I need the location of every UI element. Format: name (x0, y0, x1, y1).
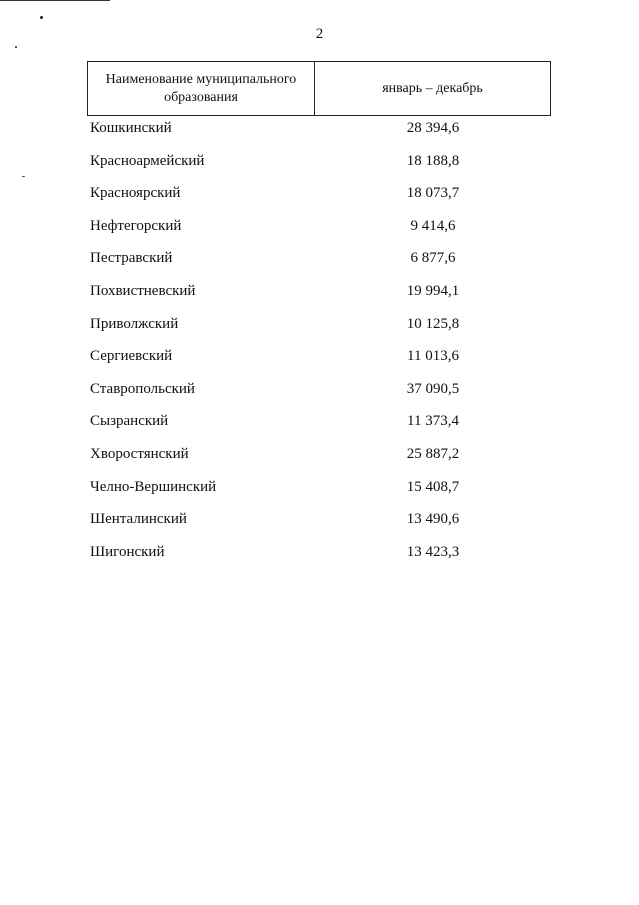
municipality-name: Сызранский (90, 413, 169, 430)
period-value: 11 373,4 (407, 413, 459, 430)
period-value: 19 994,1 (406, 282, 460, 299)
table-row (0, 511, 639, 544)
scan-speck (15, 46, 17, 48)
column-header-name: Наименование муниципального образования (88, 62, 315, 115)
period-value: 28 394,6 (406, 120, 460, 136)
page-number: 2 (315, 26, 324, 42)
table-row (0, 153, 639, 186)
period-value: 37 090,5 (406, 380, 460, 397)
table-row (0, 479, 639, 512)
municipality-name: Красноярский (90, 185, 181, 202)
period-value: 13 490,6 (406, 511, 460, 528)
period-value: 9 414,6 (410, 217, 456, 234)
period-value: 6 877,6 (410, 250, 456, 267)
table-row (0, 446, 639, 479)
table-body (0, 120, 639, 576)
municipality-name: Кошкинский (90, 120, 172, 136)
municipality-name: Ставропольский (90, 380, 195, 397)
table-row (0, 348, 639, 381)
table-row (0, 413, 639, 446)
period-value: 10 125,8 (406, 315, 460, 332)
municipality-name: Красноармейский (90, 152, 205, 169)
table-row (0, 283, 639, 316)
municipality-name: Шенталинский (90, 511, 187, 528)
municipality-name: Пестравский (90, 250, 173, 267)
period-value: 25 887,2 (406, 445, 460, 462)
municipality-name: Челно-Вершинский (90, 478, 217, 495)
table-row (0, 381, 639, 414)
table-row (0, 218, 639, 251)
municipality-name: Сергиевский (90, 348, 173, 365)
period-value: 13 423,3 (406, 543, 460, 560)
scan-edge-line (0, 0, 110, 1)
municipality-name: Нефтегорский (90, 217, 182, 234)
period-value: 18 073,7 (406, 185, 460, 202)
municipality-name: Шигонский (90, 543, 165, 560)
table-row (0, 250, 639, 283)
scan-speck (40, 16, 43, 19)
period-value: 15 408,7 (406, 478, 460, 495)
table-row (0, 120, 639, 153)
period-value: 11 013,6 (407, 348, 459, 365)
period-value: 18 188,8 (406, 152, 460, 169)
table-row (0, 544, 639, 577)
municipality-name: Хворостянский (90, 445, 189, 462)
municipality-name: Похвистневский (90, 282, 196, 299)
table-row (0, 316, 639, 349)
table-header (87, 61, 551, 116)
municipality-name: Приволжский (90, 315, 179, 332)
column-header-period: январь – декабрь (382, 80, 483, 96)
table-row (0, 185, 639, 218)
